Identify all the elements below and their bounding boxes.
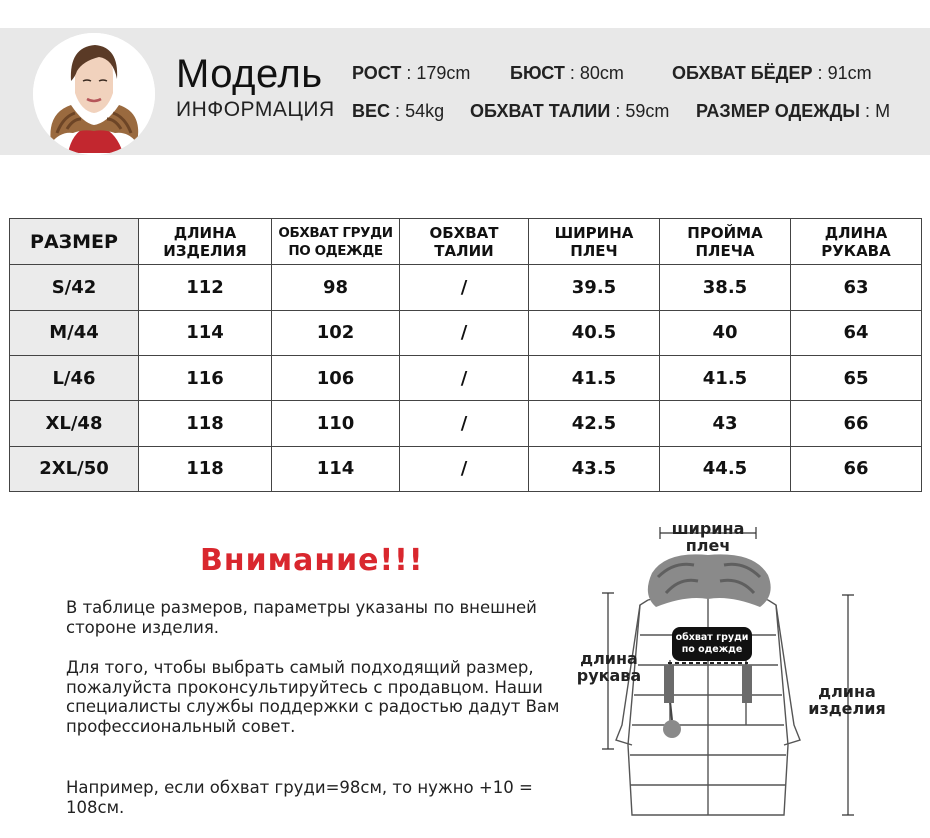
table-cell: 118: [139, 446, 272, 491]
table-cell: 43: [660, 401, 791, 446]
table-cell: /: [400, 265, 529, 310]
table-cell: 66: [791, 401, 922, 446]
table-cell: /: [400, 310, 529, 355]
header-line: ПРОЙМА: [687, 223, 763, 242]
header-line: ПЛЕЧ: [570, 241, 618, 260]
stat-value: 59cm: [625, 101, 670, 121]
table-cell: 110: [272, 401, 400, 446]
table-cell: 42.5: [529, 401, 660, 446]
header-line: ОБХВАТ ГРУДИ: [278, 224, 393, 241]
stat-label: ОБХВАТ ТАЛИИ: [470, 101, 611, 121]
stat-separator: :: [569, 63, 575, 83]
label-line: рукава: [576, 666, 642, 685]
stat-bust: [510, 63, 624, 84]
label-line: изделия: [808, 699, 886, 718]
table-cell: 114: [272, 446, 400, 491]
table-cell: 40: [660, 310, 791, 355]
model-title: Модель: [176, 52, 323, 96]
table-cell: 102: [272, 310, 400, 355]
label-chest: [672, 627, 752, 661]
stat-separator: :: [406, 63, 412, 83]
header-line: ПО ОДЕЖДЕ: [288, 242, 383, 259]
stat-separator: :: [395, 101, 401, 121]
table-cell: /: [400, 355, 529, 400]
table-cell: 98: [272, 265, 400, 310]
size-table: [9, 218, 922, 492]
header-shoulder-width: [529, 219, 660, 265]
table-row: [10, 265, 922, 310]
stat-value: 179cm: [416, 63, 471, 83]
header-size: РАЗМЕР: [10, 219, 139, 265]
model-avatar: [33, 33, 155, 155]
label-sleeve-length: [572, 650, 646, 684]
header-line: ИЗДЕЛИЯ: [163, 241, 247, 260]
label-garment-length: [804, 683, 890, 717]
header-line: ОБХВАТ: [429, 223, 499, 242]
table-cell: 65: [791, 355, 922, 400]
table-cell: 114: [139, 310, 272, 355]
notice-paragraph: Для того, чтобы выбрать самый подходящий размер, пожалуйста проконсультируйтесь с продавцом. Наши специалисты службы поддержки с радостью дадут Вам профессиональный совет.: [66, 658, 560, 736]
header-line: ДЛИНА: [824, 223, 888, 242]
stat-value: 80cm: [579, 63, 624, 83]
label-line: длина: [580, 649, 638, 668]
notice-paragraph: Например, если обхват груди=98см, то нужно +10 = 108см.: [66, 778, 533, 817]
header-armhole: [660, 219, 791, 265]
stat-label: РАЗМЕР ОДЕЖДЫ: [696, 101, 861, 121]
stat-separator: :: [615, 101, 621, 121]
header-line: РУКАВА: [821, 241, 891, 260]
label-line: по одежде: [681, 644, 743, 655]
header-length: [139, 219, 272, 265]
stat-separator: :: [865, 101, 871, 121]
table-cell: 41.5: [529, 355, 660, 400]
stat-value: 91cm: [827, 63, 872, 83]
table-row: [10, 401, 922, 446]
attention-heading: Внимание!!!: [200, 543, 424, 578]
stat-weight: [352, 101, 444, 122]
header-waist: [400, 219, 529, 265]
table-cell: 40.5: [529, 310, 660, 355]
table-cell: 39.5: [529, 265, 660, 310]
table-row: [10, 355, 922, 400]
size-cell: 2XL/50: [10, 446, 139, 491]
table-cell: 64: [791, 310, 922, 355]
header-sleeve-length: [791, 219, 922, 265]
header-chest: [272, 219, 400, 265]
table-row: [10, 446, 922, 491]
table-cell: 63: [791, 265, 922, 310]
stat-waist: [470, 101, 669, 122]
stat-value: 54kg: [405, 101, 445, 121]
header-line: ДЛИНА: [173, 223, 237, 242]
header-line: ПЛЕЧА: [695, 241, 755, 260]
size-cell: L/46: [10, 355, 139, 400]
stat-label: БЮСТ: [510, 63, 565, 83]
notice-paragraph: В таблице размеров, параметры указаны по внешней стороне изделия.: [66, 598, 537, 637]
stat-height: [352, 63, 470, 84]
table-row: [10, 310, 922, 355]
table-cell: 118: [139, 401, 272, 446]
label-line: плеч: [685, 536, 731, 555]
header-line: ТАЛИИ: [434, 241, 494, 260]
stat-value: M: [875, 101, 891, 121]
label-line: обхват груди: [675, 632, 749, 643]
table-cell: 44.5: [660, 446, 791, 491]
table-cell: 41.5: [660, 355, 791, 400]
header-line: ШИРИНА: [554, 223, 634, 242]
table-cell: /: [400, 446, 529, 491]
model-subtitle: ИНФОРМАЦИЯ: [176, 98, 335, 121]
measurement-diagram: [570, 515, 890, 825]
stat-separator: :: [817, 63, 823, 83]
size-cell: S/42: [10, 265, 139, 310]
table-header-row: [10, 219, 922, 265]
label-line: ширина: [671, 519, 745, 538]
table-cell: 43.5: [529, 446, 660, 491]
size-cell: XL/48: [10, 401, 139, 446]
stat-label: ОБХВАТ БЁДЕР: [672, 63, 813, 83]
stat-clothing-size: [696, 101, 890, 122]
table-cell: 38.5: [660, 265, 791, 310]
label-line: длина: [818, 682, 876, 701]
table-cell: 106: [272, 355, 400, 400]
stat-label: ВЕС: [352, 101, 391, 121]
table-cell: 116: [139, 355, 272, 400]
stat-label: РОСТ: [352, 63, 402, 83]
size-cell: M/44: [10, 310, 139, 355]
stat-hips: [672, 63, 872, 84]
table-cell: /: [400, 401, 529, 446]
table-cell: 66: [791, 446, 922, 491]
label-shoulder-width: [668, 520, 748, 554]
table-cell: 112: [139, 265, 272, 310]
